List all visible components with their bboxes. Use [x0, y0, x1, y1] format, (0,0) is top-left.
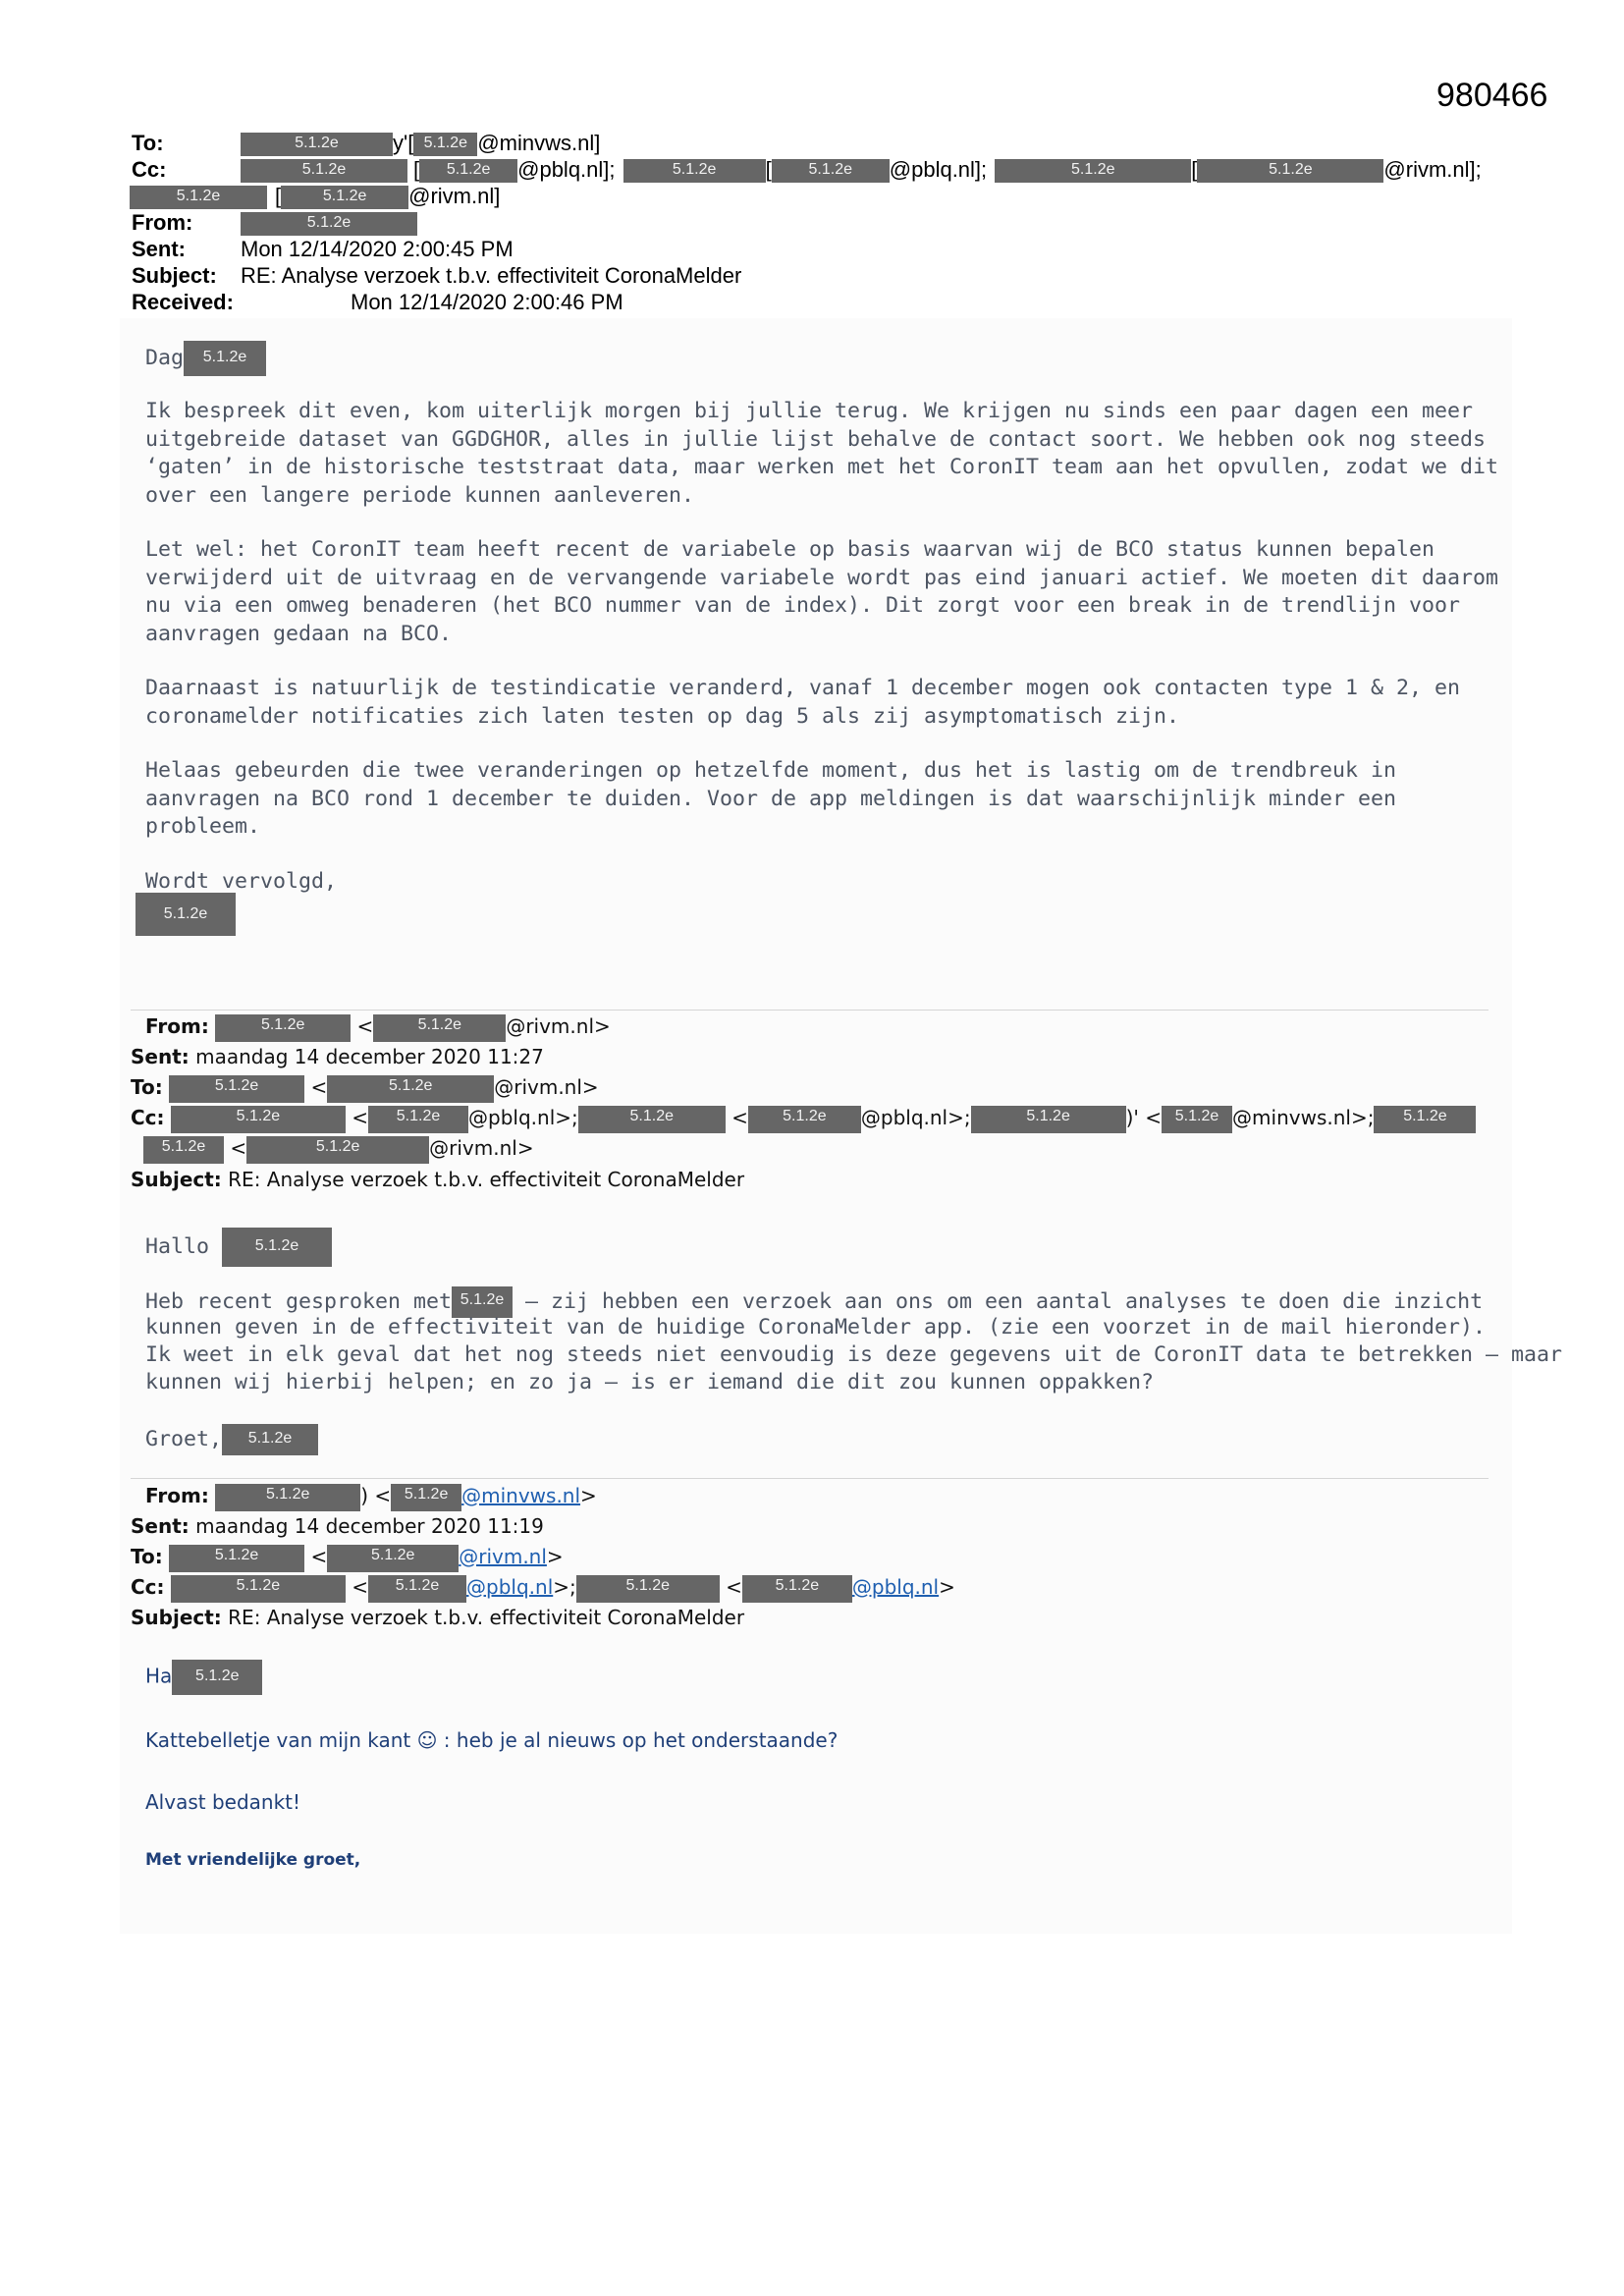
redaction: 5.1.2e — [184, 341, 266, 376]
redaction: 5.1.2e — [215, 1484, 360, 1511]
header-subject-value: RE: Analyse verzoek t.b.v. effectiviteit CoronaMelder — [241, 263, 742, 288]
header-received-label: Received: — [132, 290, 234, 314]
redaction: 5.1.2e — [995, 159, 1191, 183]
redaction: 5.1.2e — [143, 1136, 224, 1164]
header-from-label: From: — [132, 210, 193, 235]
msg2-closing: Groet, 5.1.2e — [145, 1424, 318, 1455]
redaction: 5.1.2e — [576, 1575, 720, 1603]
document-number: 980466 — [1436, 77, 1548, 114]
redaction: 5.1.2e — [135, 893, 236, 936]
redaction: 5.1.2e — [241, 159, 407, 183]
msg1-paragraph-3: Daarnaast is natuurlijk de testindicatie veranderd, vanaf 1 december mogen ook contacten type 1 & 2, en coronamelder notificaties zich laten testen op dag 5 als zij asymptomatisch zijn. — [145, 676, 1461, 729]
redaction: 5.1.2e — [373, 1014, 506, 1042]
msg1-greeting: Dag 5.1.2e — [145, 341, 266, 376]
header-subject-label: Subject: — [132, 263, 217, 288]
redaction: 5.1.2e — [241, 212, 417, 236]
redaction: 5.1.2e — [172, 1660, 262, 1695]
msg1-closing: Wordt vervolgd, — [145, 868, 338, 894]
redaction: 5.1.2e — [327, 1075, 494, 1103]
fwd2-to: To: 5.1.2e < 5.1.2e @rivm.nl> — [131, 1542, 564, 1572]
email-link[interactable]: @minvws.nl — [461, 1484, 581, 1507]
redaction: 5.1.2e — [281, 186, 408, 209]
fwd2-cc: Cc: 5.1.2e < 5.1.2e @pblq.nl>; 5.1.2e < 5.1.2e @pblq.nl> — [131, 1572, 955, 1603]
msg1-paragraph-1: Ik bespreek dit even, kom uiterlijk morgen bij jullie terug. We krijgen nu sinds een paar dagen een meer uitgebreide dataset van GGDGHOR, alles in jullie lijst behalve de contact soort. We hebben ook nog steeds ‘gaten’ in de historische teststraat data, maar werken met het CoronIT team aan het opvullen, zodat we dit over een langere periode kunnen aanleveren. — [145, 399, 1499, 508]
header-to-value: 5.1.2e y'[ 5.1.2e @minvws.nl] — [241, 130, 600, 156]
header-cc-value: 5.1.2e [ 5.1.2e @pblq.nl]; 5.1.2e [ 5.1.2e @pblq.nl]; 5.1.2e [ 5.1.2e @rivm.nl]; — [241, 156, 1482, 183]
redaction: 5.1.2e — [368, 1106, 468, 1133]
redaction: 5.1.2e — [452, 1286, 513, 1318]
redaction: 5.1.2e — [222, 1424, 318, 1455]
redaction: 5.1.2e — [391, 1484, 461, 1511]
msg3-signoff: Met vriendelijke groet, — [145, 1850, 361, 1870]
msg2-line-2: kunnen geven in de effectiviteit van de huidige CoronaMelder app. (zie een voorzet in de mail hieronder). — [145, 1315, 1487, 1339]
redaction: 5.1.2e — [578, 1106, 726, 1133]
fwd1-cc: Cc: 5.1.2e < 5.1.2e @pblq.nl>; 5.1.2e < 5.1.2e @pblq.nl>; 5.1.2e )' < 5.1.2e @minvws.nl>; 5.1.2e — [131, 1103, 1476, 1133]
redaction: 5.1.2e — [130, 186, 267, 209]
header-received-value: Mon 12/14/2020 2:00:46 PM — [351, 290, 623, 314]
separator — [131, 1010, 1489, 1011]
redaction: 5.1.2e — [169, 1545, 304, 1572]
msg1-paragraph-2: Let wel: het CoronIT team heeft recent de variabele op basis waarvan wij de BCO status kunnen bepalen verwijderd uit de uitvraag en de vervangende variabele wordt pas eind januari actief. We moeten dit daarom nu via een omweg benaderen (het BCO nummer van de index). Dit zorgt voor een break in de trendlijn voor aanvragen gedaan na BCO. — [145, 537, 1499, 646]
email-link[interactable]: @rivm.nl — [459, 1545, 547, 1568]
msg2-line-3: Ik weet in elk geval dat het nog steeds niet eenvoudig is deze gegevens uit de CoronIT data te betrekken – maar — [145, 1342, 1563, 1367]
msg2-greeting: Hallo 5.1.2e — [145, 1228, 332, 1267]
msg3-greeting: Ha 5.1.2e — [145, 1660, 262, 1695]
header-cc-value-cont: 5.1.2e [ 5.1.2e @rivm.nl] — [130, 183, 500, 209]
header-cc-label: Cc: — [132, 157, 167, 182]
fwd2-from: From: 5.1.2e ) < 5.1.2e @minvws.nl> — [145, 1481, 597, 1511]
redaction: 5.1.2e — [215, 1014, 351, 1042]
msg1-body — [145, 398, 1500, 896]
redaction: 5.1.2e — [623, 159, 766, 183]
redaction: 5.1.2e — [327, 1545, 459, 1572]
fwd1-sent: Sent: maandag 14 december 2020 11:27 — [131, 1045, 544, 1068]
redaction: 5.1.2e — [169, 1075, 304, 1103]
redaction: 5.1.2e — [1374, 1106, 1476, 1133]
separator — [131, 1478, 1489, 1479]
msg3-line-2: Alvast bedankt! — [145, 1790, 301, 1814]
redaction: 5.1.2e — [368, 1575, 466, 1603]
redaction: 5.1.2e — [742, 1575, 852, 1603]
redaction: 5.1.2e — [748, 1106, 861, 1133]
redaction: 5.1.2e — [171, 1106, 346, 1133]
msg2-line-1: Heb recent gesproken met 5.1.2e – zij hebben een verzoek aan ons om een aantal analyses te doen die inzicht — [145, 1286, 1483, 1318]
redaction: 5.1.2e — [419, 159, 517, 183]
header-from-value — [241, 209, 417, 236]
redaction: 5.1.2e — [171, 1575, 346, 1603]
redaction: 5.1.2e — [971, 1106, 1126, 1133]
redaction: 5.1.2e — [241, 133, 393, 156]
msg3-line-1: Kattebelletje van mijn kant ☺ : heb je al nieuws op het onderstaande? — [145, 1728, 839, 1752]
fwd1-to: To: 5.1.2e < 5.1.2e @rivm.nl> — [131, 1072, 599, 1103]
redaction: 5.1.2e — [222, 1228, 332, 1267]
msg1-paragraph-4: Helaas gebeurden die twee veranderingen op hetzelfde moment, dus het is lastig om de trendbreuk in aanvragen na BCO rond 1 december te duiden. Voor de app meldingen is dat waarschijnlijk minder een probleem. — [145, 758, 1397, 839]
fwd2-sent: Sent: maandag 14 december 2020 11:19 — [131, 1514, 544, 1538]
header-to-label: To: — [132, 131, 164, 155]
header-sent-value: Mon 12/14/2020 2:00:45 PM — [241, 237, 514, 261]
fwd1-subject: Subject: RE: Analyse verzoek t.b.v. effectiviteit CoronaMelder — [131, 1168, 745, 1191]
email-link[interactable]: @pblq.nl — [466, 1575, 554, 1599]
redaction: 5.1.2e — [1162, 1106, 1232, 1133]
fwd2-subject: Subject: RE: Analyse verzoek t.b.v. effectiviteit CoronaMelder — [131, 1606, 745, 1629]
fwd1-from: From: 5.1.2e < 5.1.2e @rivm.nl> — [145, 1011, 611, 1042]
email-link[interactable]: @pblq.nl — [851, 1575, 940, 1599]
redaction: 5.1.2e — [413, 133, 477, 156]
redaction: 5.1.2e — [1197, 159, 1383, 183]
redaction: 5.1.2e — [772, 159, 890, 183]
msg1-signature — [135, 893, 236, 936]
redaction: 5.1.2e — [246, 1136, 429, 1164]
fwd1-cc-cont: 5.1.2e < 5.1.2e @rivm.nl> — [143, 1133, 534, 1164]
header-sent-label: Sent: — [132, 237, 186, 261]
msg2-line-4: kunnen wij hierbij helpen; en zo ja – is er iemand die dit zou kunnen oppakken? — [145, 1370, 1155, 1394]
